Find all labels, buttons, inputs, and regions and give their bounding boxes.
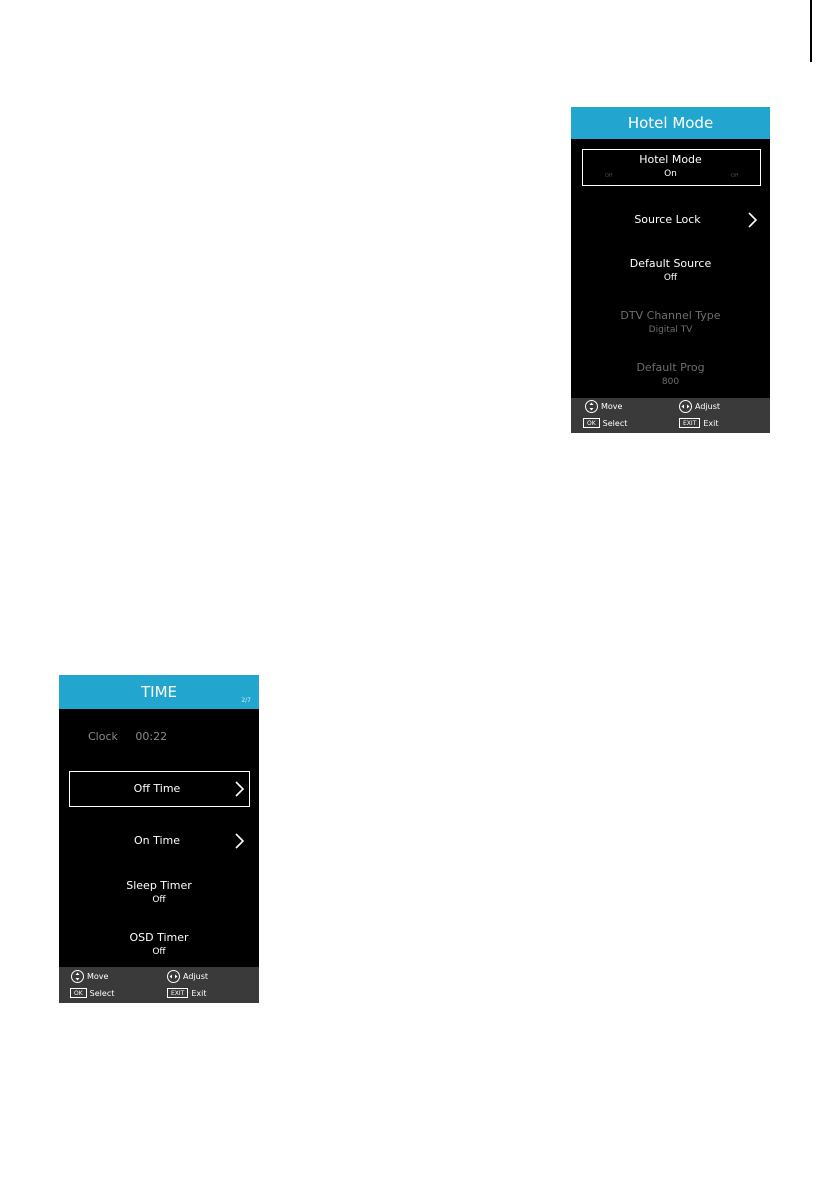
option-left: Off	[605, 173, 613, 179]
move-hint	[585, 400, 622, 413]
clock-label: Clock	[88, 730, 118, 743]
clock-value: 00:22	[135, 730, 168, 743]
item-label: Off Time	[133, 782, 181, 795]
exit-label: Exit	[703, 418, 719, 428]
on-time-item[interactable]	[59, 834, 259, 847]
adjust-label: Adjust	[183, 972, 209, 981]
menu-header	[59, 675, 259, 709]
exit-hint	[679, 418, 719, 428]
select-hint	[583, 418, 627, 428]
ok-key-icon: OK	[583, 418, 600, 428]
chevron-right-icon	[746, 211, 760, 229]
up-down-icon	[71, 970, 84, 983]
left-right-icon	[167, 970, 180, 983]
move-label: Move	[601, 402, 623, 411]
exit-label: Exit	[191, 988, 207, 998]
item-label: On Time	[133, 834, 181, 847]
menu-title: TIME	[140, 683, 177, 701]
menu-footer	[571, 398, 770, 433]
exit-key-icon: EXIT	[167, 988, 188, 998]
item-value: 800	[661, 377, 680, 387]
osd-timer-item[interactable]	[59, 931, 259, 957]
page-corner-line	[810, 0, 812, 62]
left-right-icon	[679, 400, 692, 413]
item-label: Default Prog	[636, 361, 705, 374]
default-source-item[interactable]	[571, 257, 770, 283]
up-down-icon	[585, 400, 598, 413]
item-value: Digital TV	[648, 325, 693, 335]
select-hint	[70, 988, 114, 998]
exit-key-icon: EXIT	[679, 418, 700, 428]
item-value: Off	[152, 947, 166, 957]
chevron-right-icon	[233, 780, 247, 798]
sleep-timer-item[interactable]	[59, 879, 259, 905]
item-label: Source Lock	[634, 213, 701, 226]
item-label: DTV Channel Type	[620, 309, 721, 322]
menu-footer	[59, 967, 259, 1003]
chevron-right-icon	[233, 832, 247, 850]
item-label: OSD Timer	[129, 931, 189, 944]
dtv-channel-type-item	[571, 309, 770, 335]
select-label: Select	[89, 988, 115, 998]
menu-title: Hotel Mode	[627, 114, 714, 132]
adjust-hint	[167, 970, 208, 983]
item-value: Off	[152, 895, 166, 905]
option-right: Off	[731, 173, 739, 179]
source-lock-item[interactable]	[571, 213, 770, 226]
hotel-mode-item[interactable]	[571, 153, 770, 179]
move-hint	[71, 970, 108, 983]
hotel-mode-menu	[571, 107, 770, 433]
adjust-label: Adjust	[695, 402, 721, 411]
menu-header	[571, 107, 770, 139]
item-label: Default Source	[629, 257, 712, 270]
item-label: Hotel Mode	[639, 153, 702, 166]
off-time-item[interactable]	[59, 782, 259, 795]
default-prog-item	[571, 361, 770, 387]
exit-hint	[167, 988, 207, 998]
page-indicator: 2/7	[241, 697, 251, 704]
item-label: Sleep Timer	[126, 879, 192, 892]
item-value: On	[664, 169, 677, 179]
clock-row	[88, 730, 167, 743]
ok-key-icon: OK	[70, 988, 87, 998]
select-label: Select	[602, 418, 628, 428]
move-label: Move	[87, 972, 109, 981]
time-menu	[59, 675, 259, 1003]
adjust-hint	[679, 400, 720, 413]
item-value: Off	[663, 273, 678, 283]
